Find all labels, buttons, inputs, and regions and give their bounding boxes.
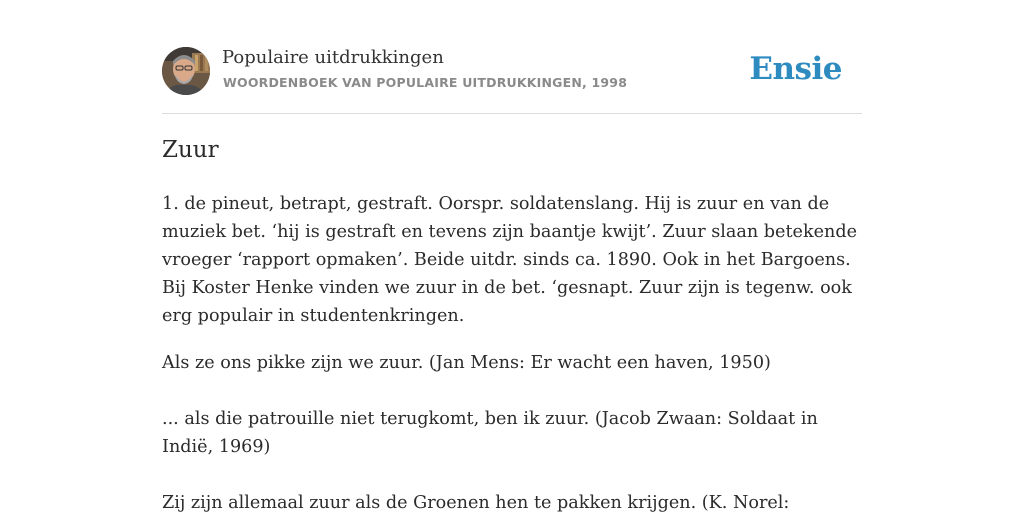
source-header <box>162 46 862 98</box>
source-subtitle: WOORDENBOEK VAN POPULAIRE UITDRUKKINGEN, 1998 <box>223 75 628 90</box>
entry-definition: 1. de pineut, betrapt, gestraft. Oorspr. soldatenslang. Hij is zuur en van de muziek bet. ‘hij is gestraft en tevens zijn baantje kwijt’. Zuur slaan betekende vroeger ‘rapport opmaken’. Beide uitdr. sinds ca. 1890. Ook in het Bargoens. Bij Koster Henke vinden we zuur in de bet. ‘gesnapt. Zuur zijn is tegenw. ook erg populair in studentenkringen. <box>162 194 858 326</box>
header-divider <box>162 113 862 114</box>
entry-page <box>162 0 862 512</box>
entry-term: Zuur <box>162 137 219 163</box>
ensie-logo[interactable]: Ensie <box>749 51 842 87</box>
author-portrait-icon[interactable] <box>162 47 210 95</box>
example-quote: ... als die patrouille niet terugkomt, ben ik zuur. (Jacob Zwaan: Soldaat in Indië, 1969) <box>162 409 818 457</box>
source-title[interactable]: Populaire uitdrukkingen <box>222 47 444 68</box>
avatar-image <box>162 47 210 95</box>
example-quote: Zij zijn allemaal zuur als de Groenen hen te pakken krijgen. (K. Norel: <box>162 493 790 513</box>
example-quote: Als ze ons pikke zijn we zuur. (Jan Mens: Er wacht een haven, 1950) <box>162 353 771 373</box>
